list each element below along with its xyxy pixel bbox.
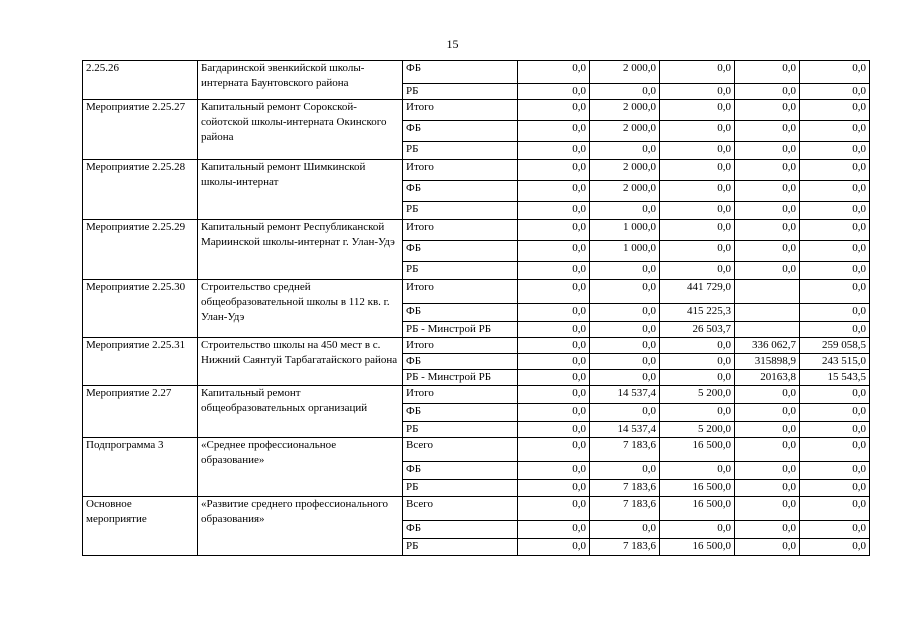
amount-cell: 0,0 xyxy=(735,160,800,181)
amount-cell: 0,0 xyxy=(735,262,800,280)
amount-cell: 0,0 xyxy=(590,462,660,480)
amount-cell: 0,0 xyxy=(660,142,735,160)
activity-code: 2.25.26 xyxy=(83,61,198,100)
amount-cell: 0,0 xyxy=(590,84,660,100)
activity-name: Капитальный ремонт Сорокской-сойотской школы-интерната Окинского района xyxy=(198,100,403,160)
amount-cell: 0,0 xyxy=(735,84,800,100)
funding-source: ФБ xyxy=(403,462,518,480)
amount-cell xyxy=(735,304,800,322)
amount-cell: 0,0 xyxy=(735,386,800,404)
amount-cell: 0,0 xyxy=(518,322,590,338)
amount-cell: 0,0 xyxy=(590,280,660,304)
amount-cell: 0,0 xyxy=(735,241,800,262)
amount-cell xyxy=(735,322,800,338)
amount-cell: 0,0 xyxy=(518,121,590,142)
budget-table xyxy=(82,60,870,556)
amount-cell: 0,0 xyxy=(518,404,590,422)
amount-cell: 14 537,4 xyxy=(590,422,660,438)
amount-cell: 0,0 xyxy=(800,386,870,404)
activity-name: «Среднее профессиональное образование» xyxy=(198,438,403,497)
amount-cell: 0,0 xyxy=(735,462,800,480)
amount-cell: 7 183,6 xyxy=(590,497,660,521)
amount-cell: 0,0 xyxy=(800,142,870,160)
funding-source: РБ xyxy=(403,84,518,100)
amount-cell: 0,0 xyxy=(800,404,870,422)
amount-cell: 0,0 xyxy=(660,404,735,422)
amount-cell: 16 500,0 xyxy=(660,480,735,497)
activity-code: Основное мероприятие xyxy=(83,497,198,556)
table-row xyxy=(83,100,870,121)
amount-cell: 259 058,5 xyxy=(800,338,870,354)
amount-cell: 0,0 xyxy=(735,121,800,142)
amount-cell: 0,0 xyxy=(590,142,660,160)
amount-cell: 0,0 xyxy=(590,354,660,370)
amount-cell: 0,0 xyxy=(518,84,590,100)
amount-cell: 5 200,0 xyxy=(660,422,735,438)
amount-cell: 7 183,6 xyxy=(590,480,660,497)
amount-cell: 0,0 xyxy=(660,338,735,354)
amount-cell: 0,0 xyxy=(518,220,590,241)
amount-cell: 0,0 xyxy=(590,521,660,539)
activity-name: Строительство школы на 450 мест в с. Нижний Саянтуй Тарбагатайского района xyxy=(198,338,403,386)
activity-code: Мероприятие 2.25.30 xyxy=(83,280,198,338)
amount-cell: 0,0 xyxy=(735,100,800,121)
funding-source: РБ xyxy=(403,262,518,280)
amount-cell: 0,0 xyxy=(800,497,870,521)
amount-cell: 0,0 xyxy=(735,404,800,422)
amount-cell: 0,0 xyxy=(800,100,870,121)
funding-source: Всего xyxy=(403,438,518,462)
funding-source: Итого xyxy=(403,100,518,121)
funding-source: Итого xyxy=(403,280,518,304)
amount-cell: 0,0 xyxy=(800,539,870,556)
activity-name: Строительство средней общеобразовательной школы в 112 кв. г. Улан-Удэ xyxy=(198,280,403,338)
page-number: 15 xyxy=(446,37,459,51)
amount-cell: 2 000,0 xyxy=(590,100,660,121)
amount-cell: 0,0 xyxy=(800,438,870,462)
funding-source: РБ - Минстрой РБ xyxy=(403,322,518,338)
amount-cell: 0,0 xyxy=(518,181,590,202)
funding-source: Всего xyxy=(403,497,518,521)
funding-source: ФБ xyxy=(403,304,518,322)
amount-cell: 0,0 xyxy=(518,262,590,280)
amount-cell: 0,0 xyxy=(518,438,590,462)
amount-cell: 415 225,3 xyxy=(660,304,735,322)
amount-cell: 0,0 xyxy=(800,304,870,322)
amount-cell: 15 543,5 xyxy=(800,370,870,386)
amount-cell: 243 515,0 xyxy=(800,354,870,370)
amount-cell: 0,0 xyxy=(590,322,660,338)
funding-source: ФБ xyxy=(403,404,518,422)
amount-cell: 0,0 xyxy=(518,241,590,262)
amount-cell: 441 729,0 xyxy=(660,280,735,304)
amount-cell: 0,0 xyxy=(800,84,870,100)
amount-cell: 0,0 xyxy=(800,220,870,241)
amount-cell: 0,0 xyxy=(660,181,735,202)
amount-cell: 0,0 xyxy=(518,354,590,370)
activity-code: Подпрограмма 3 xyxy=(83,438,198,497)
activity-name: Капитальный ремонт общеобразовательных организаций xyxy=(198,386,403,438)
amount-cell: 0,0 xyxy=(735,61,800,84)
amount-cell: 0,0 xyxy=(660,220,735,241)
amount-cell: 0,0 xyxy=(518,539,590,556)
funding-source: Итого xyxy=(403,220,518,241)
amount-cell: 0,0 xyxy=(660,202,735,220)
amount-cell: 0,0 xyxy=(800,422,870,438)
amount-cell: 0,0 xyxy=(800,480,870,497)
activity-code: Мероприятие 2.25.27 xyxy=(83,100,198,160)
amount-cell: 1 000,0 xyxy=(590,220,660,241)
amount-cell: 14 537,4 xyxy=(590,386,660,404)
activity-code: Мероприятие 2.25.29 xyxy=(83,220,198,280)
funding-source: РБ xyxy=(403,202,518,220)
amount-cell: 0,0 xyxy=(800,202,870,220)
funding-source: Итого xyxy=(403,338,518,354)
amount-cell: 0,0 xyxy=(518,61,590,84)
amount-cell: 16 500,0 xyxy=(660,438,735,462)
amount-cell: 0,0 xyxy=(735,181,800,202)
amount-cell: 0,0 xyxy=(660,121,735,142)
funding-source: РБ xyxy=(403,142,518,160)
amount-cell: 7 183,6 xyxy=(590,539,660,556)
table-row xyxy=(83,386,870,404)
amount-cell: 0,0 xyxy=(660,521,735,539)
amount-cell: 0,0 xyxy=(590,370,660,386)
table-row xyxy=(83,438,870,462)
amount-cell: 0,0 xyxy=(590,262,660,280)
amount-cell: 0,0 xyxy=(800,262,870,280)
amount-cell: 0,0 xyxy=(800,241,870,262)
funding-source: ФБ xyxy=(403,61,518,84)
amount-cell: 0,0 xyxy=(800,61,870,84)
amount-cell: 0,0 xyxy=(660,354,735,370)
table-row xyxy=(83,160,870,181)
amount-cell: 5 200,0 xyxy=(660,386,735,404)
funding-source: РБ xyxy=(403,422,518,438)
activity-code: Мероприятие 2.25.28 xyxy=(83,160,198,220)
funding-source: ФБ xyxy=(403,354,518,370)
funding-source: ФБ xyxy=(403,181,518,202)
amount-cell: 0,0 xyxy=(660,61,735,84)
amount-cell: 0,0 xyxy=(518,462,590,480)
amount-cell: 16 500,0 xyxy=(660,497,735,521)
table-body xyxy=(83,61,870,556)
amount-cell: 16 500,0 xyxy=(660,539,735,556)
amount-cell: 1 000,0 xyxy=(590,241,660,262)
activity-code: Мероприятие 2.25.31 xyxy=(83,338,198,386)
funding-source: РБ xyxy=(403,539,518,556)
amount-cell: 0,0 xyxy=(660,262,735,280)
activity-name: Багдаринской эвенкийской школы-интерната Баунтовского района xyxy=(198,61,403,100)
amount-cell: 0,0 xyxy=(518,142,590,160)
activity-name: «Развитие среднего профессионального образования» xyxy=(198,497,403,556)
amount-cell: 20163,8 xyxy=(735,370,800,386)
amount-cell: 0,0 xyxy=(800,462,870,480)
amount-cell: 0,0 xyxy=(735,142,800,160)
amount-cell: 0,0 xyxy=(800,521,870,539)
funding-source: Итого xyxy=(403,386,518,404)
amount-cell: 0,0 xyxy=(518,338,590,354)
amount-cell: 0,0 xyxy=(518,497,590,521)
table-row xyxy=(83,280,870,304)
amount-cell: 0,0 xyxy=(518,160,590,181)
amount-cell: 0,0 xyxy=(518,280,590,304)
funding-source: РБ xyxy=(403,480,518,497)
activity-name: Капитальный ремонт Республиканской Мариинской школы-интернат г. Улан-Удэ xyxy=(198,220,403,280)
amount-cell: 0,0 xyxy=(800,280,870,304)
amount-cell: 0,0 xyxy=(735,220,800,241)
amount-cell: 0,0 xyxy=(800,181,870,202)
amount-cell: 26 503,7 xyxy=(660,322,735,338)
table-row xyxy=(83,497,870,521)
amount-cell: 2 000,0 xyxy=(590,121,660,142)
amount-cell: 0,0 xyxy=(590,304,660,322)
amount-cell: 0,0 xyxy=(518,304,590,322)
amount-cell: 0,0 xyxy=(660,84,735,100)
amount-cell: 0,0 xyxy=(518,100,590,121)
amount-cell: 0,0 xyxy=(660,370,735,386)
amount-cell: 0,0 xyxy=(800,160,870,181)
table-row xyxy=(83,220,870,241)
amount-cell: 0,0 xyxy=(518,480,590,497)
amount-cell: 0,0 xyxy=(660,160,735,181)
amount-cell: 0,0 xyxy=(735,539,800,556)
amount-cell: 0,0 xyxy=(518,386,590,404)
amount-cell: 0,0 xyxy=(735,521,800,539)
amount-cell: 2 000,0 xyxy=(590,181,660,202)
amount-cell: 0,0 xyxy=(735,438,800,462)
activity-code: Мероприятие 2.27 xyxy=(83,386,198,438)
amount-cell: 0,0 xyxy=(735,497,800,521)
funding-source: РБ - Минстрой РБ xyxy=(403,370,518,386)
amount-cell: 0,0 xyxy=(735,480,800,497)
activity-name: Капитальный ремонт Шимкинской школы-интернат xyxy=(198,160,403,220)
amount-cell: 0,0 xyxy=(518,370,590,386)
amount-cell: 336 062,7 xyxy=(735,338,800,354)
amount-cell: 0,0 xyxy=(590,404,660,422)
amount-cell: 0,0 xyxy=(735,422,800,438)
amount-cell: 0,0 xyxy=(518,422,590,438)
amount-cell: 0,0 xyxy=(800,121,870,142)
amount-cell xyxy=(735,280,800,304)
table-row xyxy=(83,61,870,84)
table-row xyxy=(83,338,870,354)
amount-cell: 2 000,0 xyxy=(590,160,660,181)
funding-source: ФБ xyxy=(403,121,518,142)
amount-cell: 0,0 xyxy=(590,202,660,220)
amount-cell: 0,0 xyxy=(800,322,870,338)
amount-cell: 0,0 xyxy=(735,202,800,220)
amount-cell: 315898,9 xyxy=(735,354,800,370)
amount-cell: 0,0 xyxy=(518,521,590,539)
amount-cell: 0,0 xyxy=(660,241,735,262)
amount-cell: 2 000,0 xyxy=(590,61,660,84)
funding-source: ФБ xyxy=(403,241,518,262)
funding-source: Итого xyxy=(403,160,518,181)
amount-cell: 0,0 xyxy=(660,462,735,480)
amount-cell: 0,0 xyxy=(590,338,660,354)
amount-cell: 7 183,6 xyxy=(590,438,660,462)
funding-source: ФБ xyxy=(403,521,518,539)
amount-cell: 0,0 xyxy=(518,202,590,220)
amount-cell: 0,0 xyxy=(660,100,735,121)
